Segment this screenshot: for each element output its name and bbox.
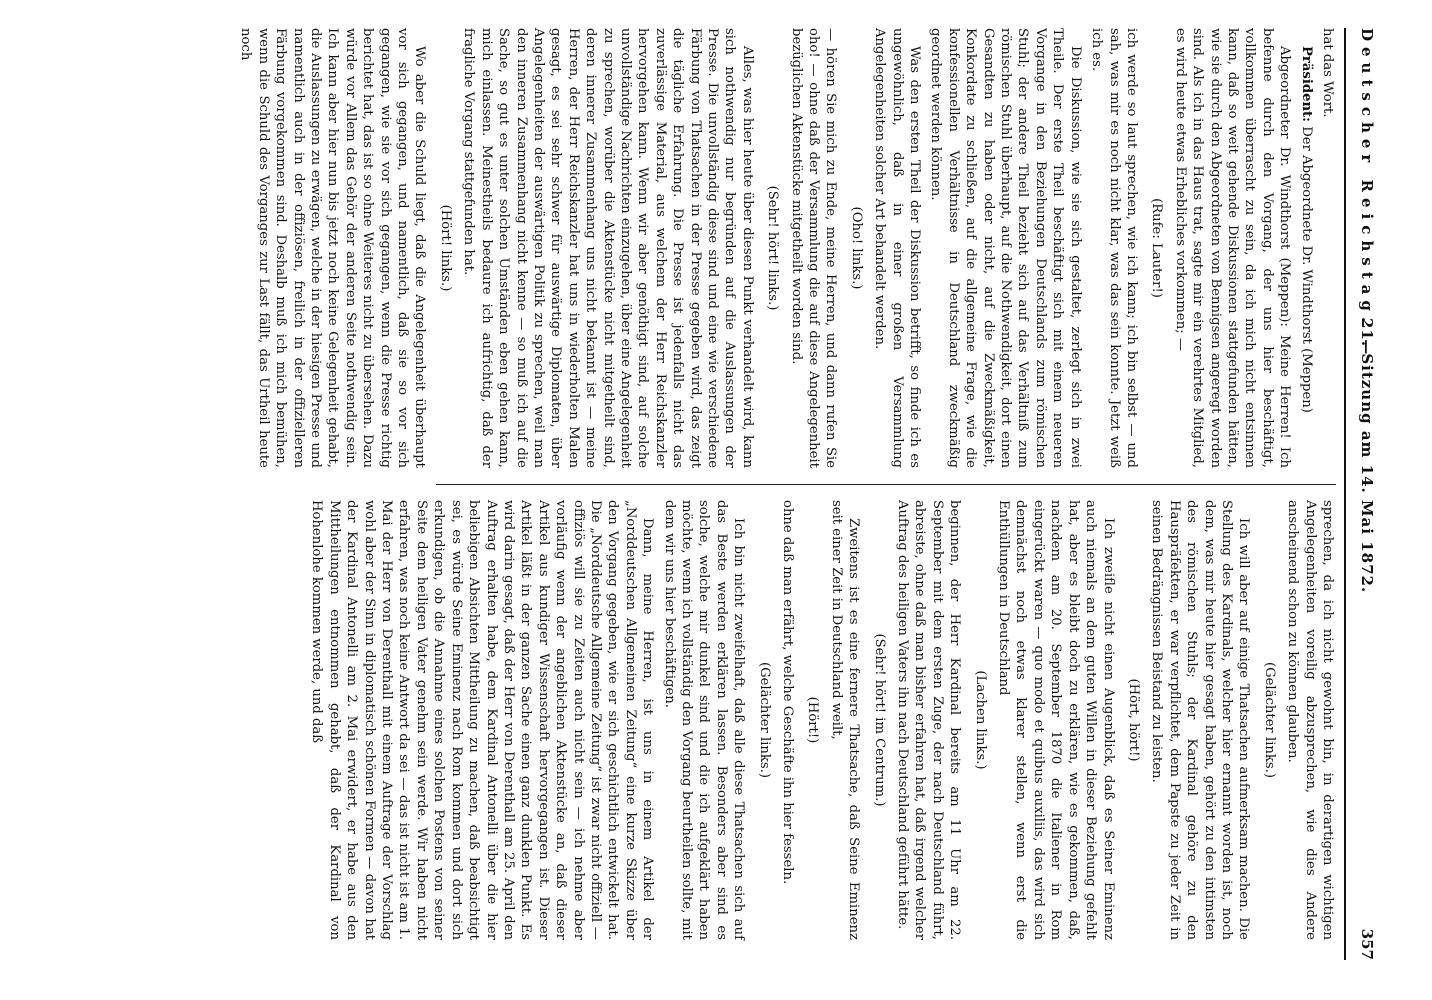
paragraph-text: (Gelächter links.) [756, 661, 772, 779]
interjection [1260, 500, 1277, 940]
paragraph [460, 28, 756, 468]
paragraph-text: Der Abgeordnete Dr. Windthorst (Meppen) [1298, 122, 1314, 413]
interjection [847, 28, 864, 468]
interjection [764, 28, 781, 468]
paragraph-text: (Rufe: Lauter!) [1149, 198, 1165, 298]
paragraph-text: (Gelächter links.) [1261, 661, 1277, 779]
paragraph-text: Was den ersten Theil der Diskussion betrifft, so finde ich es ungewöhnlich, daß in einer großen Versammlung Angelegenheiten solcher Art behandelt werden. [872, 28, 923, 468]
interjection [804, 500, 821, 940]
paragraph-text: Wo aber die Schuld liegt, daß die Angelegenheit überhaupt vor sich gegangen, und namentlich, daß sie so vor sich gegangen, wie sie vor sich gegangen, wenn die Presse richtig berichtet hat, das ist so ohne Weiteres nicht zu übersehen. Dazu würde vor Allem das Gehör der anderen Seite nothwendig sein. Ich kann aber hier nun bis jetzt noch keine Gelegenheit gehabt, die Auslassungen zu erwägen, welche in der hiesigen Presse und namentlich auch in der offiziösen, freilich in der offizielleren Färbung vorgekommen sind. Deshalb muß ich mich bemühen, wenn die Schuld des Vorganges zur Last fällt, das Urtheil heute noch [238, 28, 428, 468]
paragraph-text: sprechen, da ich nicht gewohnt bin, in derartigen wichtigen Angelegenheiten voreilig abzusprechen, wie dies Andere anscheinend schon zu können glauben. [1285, 500, 1335, 940]
paragraph [779, 500, 796, 940]
paragraph-text: Dann, meine Herren, ist uns in einem Artikel der „Norddeutschen Allgemeinen Zeitung“ eine kurze Skizze über den Vorgang gegeben, wie er sich geschichtlich entwickelt hat. Die „Norddeutsche Allgemeine Zeitung“ ist zwar nicht offiziell — offiziös will sie zu Zeiten auch nicht sein — ich nehme aber vorläufig wenn der angeblichen Aktenstücke an, daß dieser Artikel aus kundiger Wissenschaft hervorgegangen ist. Dieser Artikel läßt in der ganzen Sache einen ganz dunklen Punkt. Es wird darin gesagt, daß der Herr von Derenthall am 25. April den Auftrag erhalten habe, dem Kardinal Antonelli über die hier beliebigen Absichten Mittheilung zu machen, daß beabsichtigt sei, es würde Seine Eminenz nach Rom kommen und dort sich erkundigen, ob die Annahme eines solchen Postens von seiner Seite dem heiligen Vater genehm sein werde. Wir haben nicht erfahren, was noch keine Antwort da sei — das ist nicht ist am 1. Mai der Herr von Derenthall mit einem Auftrage der Vorschlag wohl aber der Sinn in diplomatisch schönen Formen — davon hat der Kardinal Antonelli am 2. Mai erwidert, er habe aus den Mittheilungen entnommen gehabt, daß der Kardinal von Hohenlohe kommen werde, und daß [309, 500, 656, 940]
paragraph [871, 28, 923, 468]
paragraph [1171, 28, 1293, 468]
paragraph [237, 28, 428, 468]
paragraph-text: (Hört!) [805, 696, 821, 744]
paragraph-text: hat das Wort. [1320, 28, 1335, 118]
paragraph-text: Ich zweifle nicht einen Augenblick, daß es Seiner Eminenz auch niemals an dem guten Willen in dieser Beziehung gefehlt hat, aber es bleibt doch zu erklären, wie es gekommen, daß, nachdem am 20. September 1870 die Italiener in Rom eingerückt waren — quo modo et quibus auxiliis, das wird sich demnächst noch etwas klarer stellen, wenn erst die Enthüllungen in Deutschland [996, 500, 1116, 940]
speaker-name: Präsident: [1298, 46, 1314, 123]
interjection [437, 28, 454, 468]
paragraph [927, 28, 1084, 468]
interjection [1125, 500, 1142, 940]
paragraph [660, 500, 747, 940]
paragraph-text: (Hört! links.) [437, 204, 453, 292]
paragraph-text: ohne daß man erfährt, welche Geschäfte ihn hier fesseln. [780, 500, 796, 885]
paragraph-text: Ich bin nicht zweifelhaft, daß alle diese Thatsachen sich auf das Beste werden erklären lassen. Besonders aber sind es solche, welche mir dunkel sind und die ich aufgeklärt haben möchte, wenn ich vollständig den Vorgang beurtheilen sollte, mit dem wir uns hier beschäftigen. [661, 500, 747, 940]
paragraph [1088, 28, 1140, 468]
interjection [755, 500, 772, 940]
paragraph-text: (Oho! links.) [848, 206, 864, 290]
interjection [971, 500, 988, 940]
paragraph [827, 500, 862, 940]
paragraph-text: — hören Sie mich zu Ende, meine Herren, und dann rufen Sie oho! — ohne daß der Versammlung die auf diese Angelegenheit bezüglichen Aktenstücke mitgetheilt worden sind. [788, 28, 839, 468]
interjection [870, 500, 887, 940]
right-column [304, 500, 1336, 940]
column-divider [436, 484, 1336, 485]
paragraph-text: ich werde so laut sprechen, wie ich kann; ich bin selbst — und sah, was mir es noch nicht klar, was das sein konnte. Jetzt weiß ich es. [1089, 28, 1139, 468]
paragraph-text: Abgeordneter Dr. Windthorst (Meppen): Meine Herren! Ich befenne durch den Vorgang, der uns hier beschäftigt, vollkommen überrascht zu sein, da ich mich nicht entsinnen kann, daß so weit gehende Diskussionen stattgefunden hätten, wie sie durch den Abgeordneten von Bennigsen angeregt worden sind. Als ich in das Haus trat, sagte mir ein verehrtes Mitglied, es wird heute etwas Erhebliches vorkommen; — [1172, 28, 1293, 468]
paragraph [894, 500, 964, 940]
paragraph-text: Die Diskussion, wie sie sich gestaltet, zerlegt sich in zwei Theile. Der erste Theil beschäftigt sich mit einem neueren Vorgange in den Beziehungen Deutschlands zum römischen Stuhl; der andere Theil bezieht sich auf das Verhältniß zum römischen Stuhl überhaupt, auf die Nothwendigkeit, dort einen Gesandten zu haben oder nicht, auf die Zweckmäßigkeit, Konkordate zu schließen, auf die allgemeine Frage, wie die konfessionellen Verhältnisse in Deutschland zweckmäßig geordnet werden können. [928, 28, 1083, 468]
interjection [1148, 28, 1165, 468]
header-session: 21. Sitzung am 14. Mai 1872. [1358, 318, 1376, 594]
paragraph [787, 28, 839, 468]
header-rule [1344, 28, 1346, 960]
paragraph [308, 500, 656, 940]
paragraph [1319, 28, 1336, 468]
paragraph-text: (Sehr! hört! links.) [765, 185, 781, 311]
paragraph [1297, 28, 1314, 468]
page-number: 357 [1358, 928, 1376, 960]
paragraph [995, 500, 1117, 940]
paragraph-text: (Sehr! hört! im Centrum.) [871, 633, 887, 807]
header-publication: Deutscher Reichstag. — [1358, 28, 1376, 361]
paragraph [1148, 500, 1252, 940]
paragraph-text: beginnen, der Herr Kardinal bereits am 11 Uhr am 22. September mit dem ersten Zuge, der nach Deutschland führt, abreiste, ohne daß man bisher erfahren hat, daß irgend welcher Auftrag des heiligen Vaters ihn nach Deutschland geführt hätte. [895, 500, 963, 940]
paragraph-text: Zweitens ist es eine fernere Thatsache, daß Seine Eminenz seit einer Zeit in Deutschland weilt, [828, 500, 862, 940]
page-header [1350, 28, 1380, 960]
paragraph-text: (Lachen links.) [972, 670, 988, 770]
paragraph-text: (Hört, hört!) [1125, 678, 1141, 762]
paragraph-text: Alles, was hier heute über diesen Punkt verhandelt wird, kann sich nothwendig nur begründen auf die Auslassungen der Presse. Die unvollständig diese sind und eine wie verschiedene Färbung von Thatsachen in der Presse gegeben wird, das zeigt die tägliche Erfahrung. Die Presse ist jedenfalls nicht das zuverlässige Material, aus welchem der Herr Reichskanzler hervorgehen kann. Wenn wir aber genöthigt sind, auf solche unvollständige Nachrichten einzugehen, über eine Angelegenheit zu sprechen, worüber die Aktenstücke nicht mitgetheilt sind, deren innerer Zusammenhang uns nicht bekannt ist — meine Herren, der Herr Reichskanzler hat uns in wiederholten Malen gesagt, es sei sehr schwer für auswärtige Diplomaten, über Angelegenheiten der auswärtigen Politik zu sprechen, weil man den inneren Zusammenhang nicht kenne — so muß ich auf die Sache, so gut es unter solchen Umständen eben gehen kann, mich einlassen. Meinestheils bedaure ich aufrichtig, daß der fragliche Vorgang stattgefunden hat. [461, 28, 755, 468]
paragraph-text: Ich will aber auf einige Thatsachen aufmerksam machen. Die Stellung des Kardinals, welcher hier ernannt worden ist, noch dem, was mir heute hier gesagt haben, gehört zu den intimsten des römischen Stuhls; der Kardinal gehöre zu den Hauspräfekten, er war verpflichtet, dem Papste zu jeder Zeit in seinen Bedrängnissen Beistand zu leisten. [1149, 500, 1252, 940]
paragraph [1284, 500, 1336, 940]
left-column [233, 28, 1336, 468]
